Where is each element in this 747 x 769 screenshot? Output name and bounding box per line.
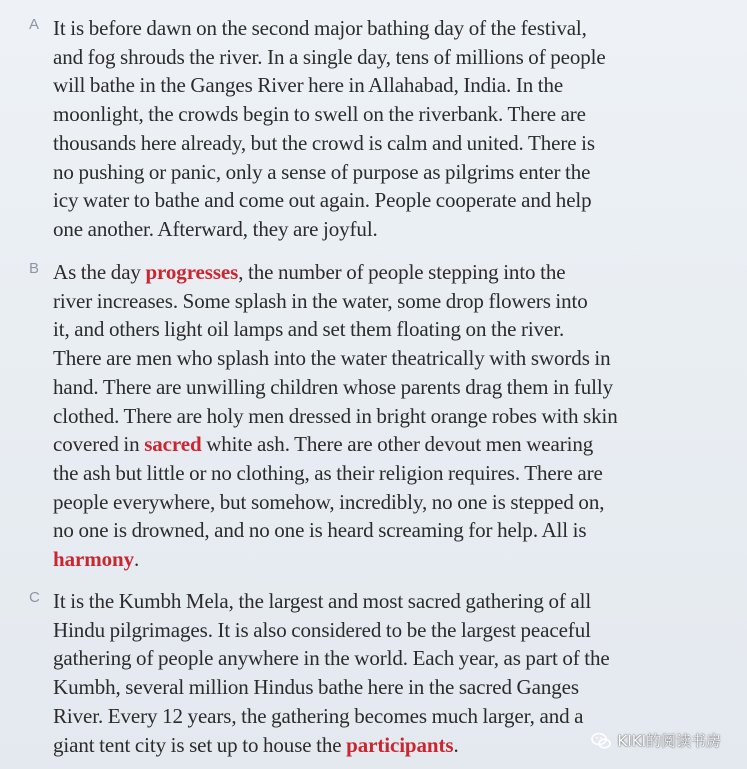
text-line (53, 14, 733, 43)
text-line (53, 587, 733, 616)
text-segment: Hindu pilgrimages. It is also considered to be the largest peaceful (53, 617, 591, 642)
text-segment: no one is drowned, and no one is heard screaming for help. All is (53, 518, 587, 543)
text-segment: covered in (53, 432, 145, 457)
text-line (53, 129, 733, 158)
text-segment: hand. There are unwilling children whose parents drag them in fully (53, 374, 613, 399)
text-line (53, 488, 733, 517)
text-segment: the ash but little or no clothing, as their religion requires. There are (53, 460, 603, 485)
text-segment: white ash. There are other devout men wearing (201, 432, 594, 457)
text-line (53, 616, 733, 645)
watermark-text: KIKI的阅读书房 (617, 732, 721, 750)
text-segment: It is before dawn on the second major bathing day of the festival, (53, 16, 587, 40)
text-segment: There are men who splash into the water theatrically with swords in (53, 346, 611, 371)
text-segment: River. Every 12 years, the gathering becomes much larger, and a (53, 703, 584, 728)
text-segment: It is the Kumbh Mela, the largest and most sacred gathering of all (53, 589, 592, 613)
text-segment: . (133, 547, 140, 572)
watermark (591, 730, 721, 751)
keyword-highlight: participants (346, 732, 454, 757)
text-segment: will bathe in the Ganges River here in Allahabad, India. In the (53, 73, 564, 98)
text-segment: people everywhere, but somehow, incredibly, no one is stepped on, (53, 489, 605, 514)
text-line (53, 43, 733, 72)
text-line (53, 287, 733, 316)
text-line (53, 702, 733, 731)
text-segment: , the number of people stepping into the (238, 260, 566, 284)
paragraph-a-text (53, 14, 733, 244)
text-segment: clothed. There are holy men dressed in bright orange robes with skin (53, 403, 618, 428)
text-segment: it, and others light oil lamps and set them floating on the river. (53, 317, 565, 342)
text-line (53, 315, 733, 344)
text-line (53, 158, 733, 187)
wechat-icon (591, 732, 611, 750)
text-segment: As the day (53, 260, 146, 284)
text-segment: and fog shrouds the river. In a single day, tens of millions of people (53, 44, 606, 69)
text-segment: no pushing or panic, only a sense of purpose as pilgrims enter the (53, 159, 591, 184)
keyword-highlight: progresses (145, 260, 239, 284)
text-segment: one another. Afterward, they are joyful. (53, 216, 378, 241)
paragraph-b-text (53, 258, 733, 574)
text-segment: river increases. Some splash in the water, some drop flowers into (53, 288, 588, 313)
paragraph-letter-a: A (29, 16, 40, 33)
text-line (53, 215, 733, 244)
text-segment: moonlight, the crowds begin to swell on the riverbank. There are (53, 102, 586, 127)
text-line (53, 100, 733, 129)
text-segment: icy water to bathe and come out again. People cooperate and help (53, 188, 592, 213)
text-line (53, 258, 733, 287)
text-line (53, 186, 733, 215)
text-line (53, 545, 733, 574)
text-segment: thousands here already, but the crowd is calm and united. There is (53, 130, 595, 155)
text-line (53, 673, 733, 702)
text-segment: . (453, 732, 459, 757)
text-line (53, 644, 733, 673)
text-line (53, 373, 733, 402)
text-line (53, 344, 733, 373)
text-line (53, 430, 733, 459)
text-line (53, 459, 733, 488)
paragraph-letter-b: B (29, 260, 40, 277)
keyword-highlight: harmony (53, 547, 134, 572)
text-line (53, 71, 733, 100)
text-segment: giant tent city is set up to house the (53, 732, 347, 757)
text-segment: Kumbh, several million Hindus bathe here in the sacred Ganges (53, 675, 579, 700)
keyword-highlight: sacred (144, 432, 202, 457)
text-segment: gathering of people anywhere in the world. Each year, as part of the (53, 646, 610, 671)
text-line (53, 516, 733, 545)
paragraph-letter-c: C (29, 589, 40, 606)
text-line (53, 402, 733, 431)
